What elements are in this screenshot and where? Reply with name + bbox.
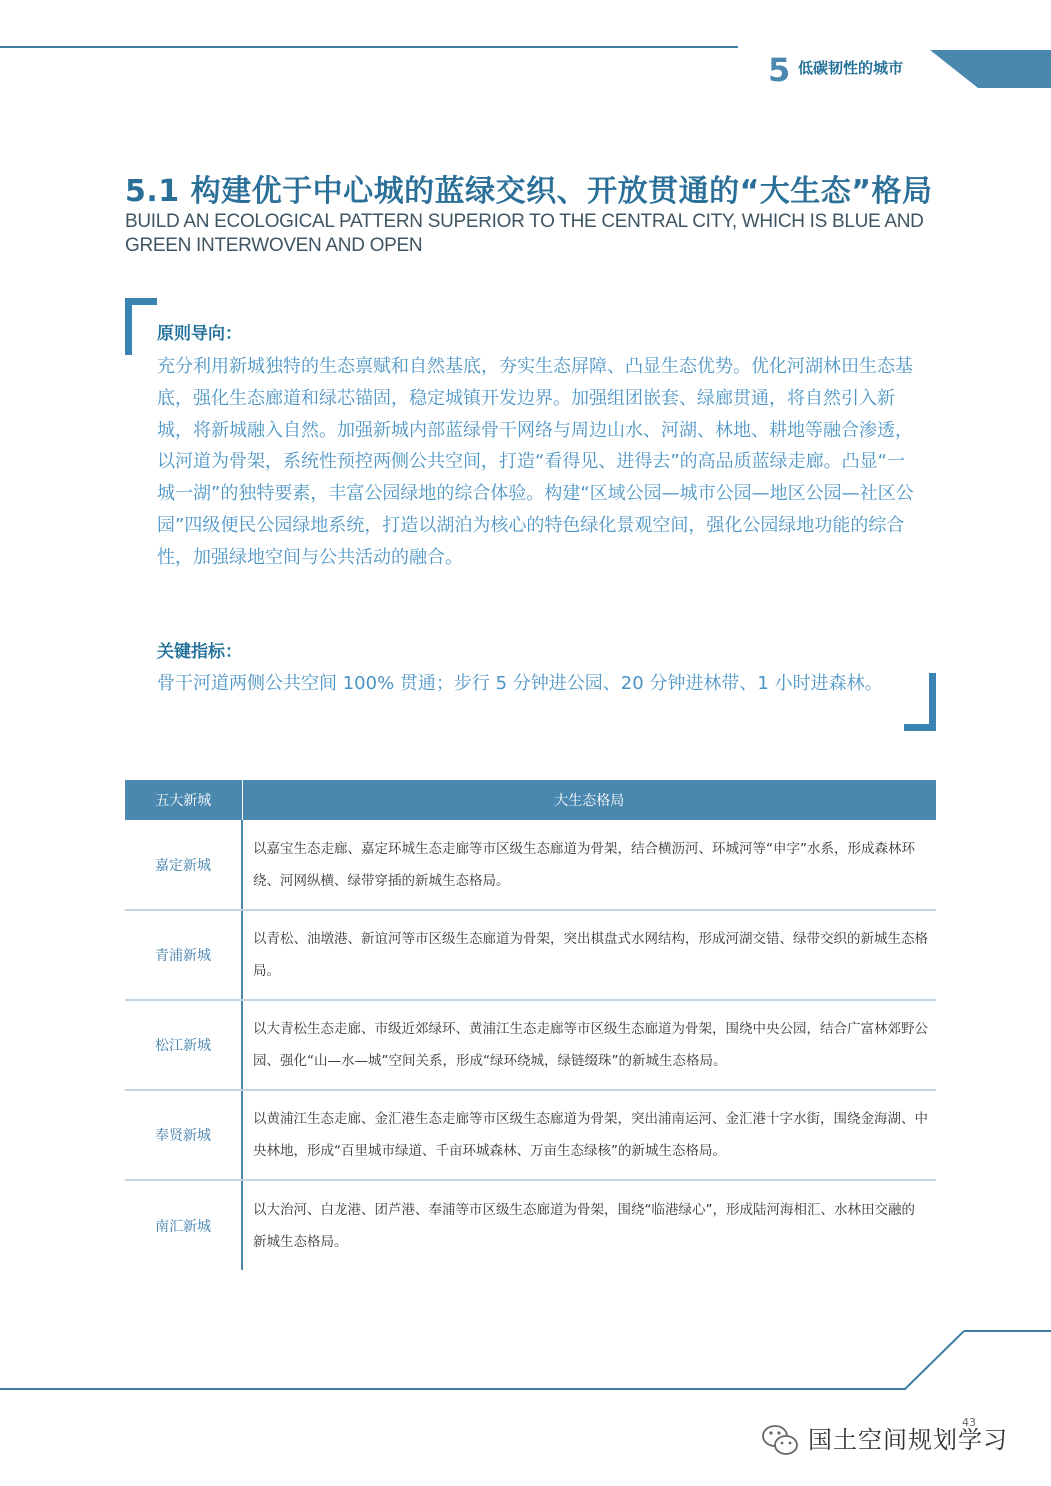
pattern-cell: 以大治河、白龙港、团芦港、奉浦等市区级生态廊道为骨架，围绕“临港绿心”，形成陆河海相汇、水林田交融的新城生态格局。 bbox=[253, 1201, 915, 1250]
ecology-table bbox=[125, 780, 936, 1270]
city-cell: 松江新城 bbox=[125, 1000, 242, 1090]
city-cell: 奉贤新城 bbox=[125, 1090, 242, 1180]
bracket-top-left bbox=[125, 298, 132, 355]
section-title-en: BUILD AN ECOLOGICAL PATTERN SUPERIOR TO THE CENTRAL CITY, WHICH IS BLUE AND GREEN INTERWOVEN AND OPEN bbox=[125, 211, 924, 256]
indicator-heading: 关键指标： bbox=[157, 642, 242, 662]
col-header-city: 五大新城 bbox=[125, 780, 242, 820]
chapter-number: 5 bbox=[768, 51, 791, 89]
footer-rule bbox=[0, 1388, 906, 1390]
watermark bbox=[760, 1420, 1008, 1460]
bracket-bottom-right-arm bbox=[904, 724, 936, 731]
table-row bbox=[125, 1000, 936, 1090]
indicator-body: 骨干河道两侧公共空间 100% 贯通；步行 5 分钟进公园、20 分钟进林带、1 小时进森林。 bbox=[157, 673, 883, 694]
col-header-pattern: 大生态格局 bbox=[242, 780, 936, 820]
header-rule bbox=[0, 46, 738, 48]
header-tab-shape bbox=[930, 50, 1051, 88]
footer-diagonal bbox=[904, 1330, 1051, 1390]
section-title-cn: 5.1 构建优于中心城的蓝绿交织、开放贯通的“大生态”格局 bbox=[125, 174, 933, 209]
page-number: 43 bbox=[962, 1416, 976, 1429]
principle-heading: 原则导向： bbox=[157, 324, 242, 344]
pattern-cell: 以大青松生态走廊、市级近郊绿环、黄浦江生态走廊等市区级生态廊道为骨架，围绕中央公园，结合广富林郊野公园、强化“山—水—城”空间关系，形成“绿环绕城，绿链缀珠”的新城生态格局。 bbox=[242, 1000, 936, 1090]
table-header-row bbox=[125, 780, 936, 820]
city-cell: 嘉定新城 bbox=[125, 820, 242, 910]
table-row bbox=[125, 1090, 936, 1180]
pattern-cell: 以青松、油墩港、新谊河等市区级生态廊道为骨架，突出棋盘式水网结构，形成河湖交错、绿带交织的新城生态格局。 bbox=[242, 910, 936, 1000]
city-cell: 青浦新城 bbox=[125, 910, 242, 1000]
table-row bbox=[125, 1180, 936, 1270]
city-cell: 南汇新城 bbox=[125, 1180, 242, 1270]
pattern-cell: 以嘉宝生态走廊、嘉定环城生态走廊等市区级生态廊道为骨架，结合横沥河、环城河等“申字”水系，形成森林环绕、河网纵横、绿带穿插的新城生态格局。 bbox=[242, 820, 936, 910]
principle-body: 充分利用新城独特的生态禀赋和自然基底，夯实生态屏障、凸显生态优势。优化河湖林田生态基底，强化生态廊道和绿芯锚固，稳定城镇开发边界。加强组团嵌套、绿廊贯通，将自然引入新城，将新城融入自然。加强新城内部蓝绿骨干网络与周边山水、河湖、林地、耕地等融合渗透，以河道为骨架，系统性预控两侧公共空间，打造“看得见、进得去”的高品质蓝绿走廊。凸显“一城一湖”的独特要素，丰富公园绿地的综合体验。构建“区域公园—城市公园—地区公园—社区公园”四级便民公园绿地系统，打造以湖泊为核心的特色绿化景观空间，强化公园绿地功能的综合性，加强绿地空间与公共活动的融合。 bbox=[157, 356, 914, 568]
wechat-icon bbox=[760, 1421, 800, 1459]
bracket-top-left-arm bbox=[125, 298, 157, 305]
table-row bbox=[125, 820, 936, 910]
watermark-text: 国土空间规划学习 bbox=[808, 1426, 1008, 1454]
table-row bbox=[125, 910, 936, 1000]
pattern-cell: 以黄浦江生态走廊、金汇港生态走廊等市区级生态廊道为骨架，突出浦南运河、金汇港十字水街，围绕金海湖、中央林地，形成“百里城市绿道、千亩环城森林、万亩生态绿核”的新城生态格局。 bbox=[242, 1090, 936, 1180]
bracket-bottom-right bbox=[929, 673, 936, 731]
chapter-title: 低碳韧性的城市 bbox=[798, 59, 904, 77]
